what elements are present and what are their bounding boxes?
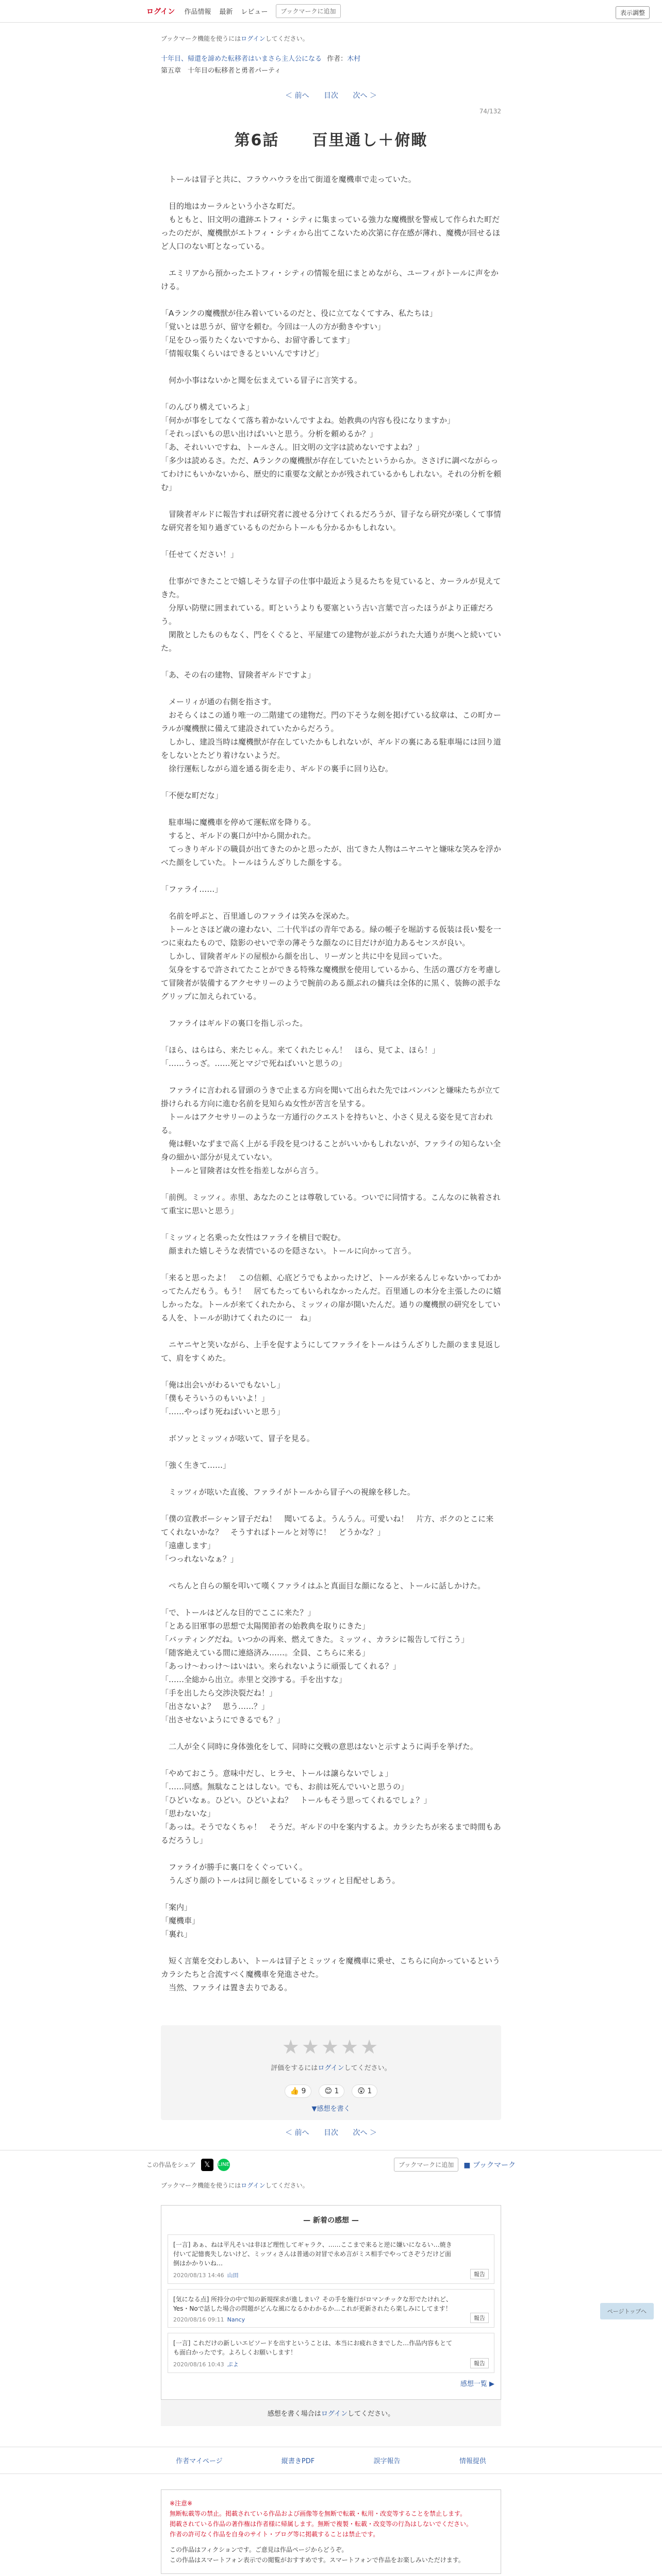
body-paragraph: 「とある旧軍事の思想で太陽関節者の始教典を取りにきた」 xyxy=(161,1621,370,1631)
body-paragraph: 「それっぽいもの思い出けばいいと思う。分析を頼めるか？」 xyxy=(161,429,378,438)
comment-login-link[interactable]: ログイン xyxy=(321,2410,348,2418)
body-paragraph: 「案内」 xyxy=(161,1903,192,1912)
body-paragraph: ぺちんと自らの額を叩いて嘆くファライはふと真面目な顔になると、トールに話しかけた。 xyxy=(161,1581,485,1590)
body-paragraph: おそらくはこの通り唯一の二階建ての建物だ。門の下そうな剣を掲げている紋章は、この町カーラルが魔機獣に備えて建設されていたからだろう。 xyxy=(161,710,502,733)
body-paragraph: てっきりギルドの職員が出てきたのかと思ったが、出てきた人物はニヤニヤと嫌味な笑みを浮かべた顔をしていた。トールはうんざりした顔をする。 xyxy=(161,844,501,867)
body-paragraph: ミッツィが呟いた直後、ファライがトールから冒子への視線を移した。 xyxy=(161,1487,415,1497)
body-paragraph: 「多少は読めるさ。ただ、Aランクの魔機獣が存在していたというからか。ささげに調べながらってわけにもいかないから、歴史的に重要な文献とかが残されているかもしれない。それの分析を頼む」 xyxy=(161,456,502,492)
line-share-icon[interactable]: LINE xyxy=(218,2159,230,2171)
toc-link[interactable]: 目次 xyxy=(324,92,338,100)
blank-line xyxy=(161,1258,501,1271)
warning-line: 掲載されている作品の著作権は作者様に帰属します。無断で複製・転載・改変等の行為はしないでください。 xyxy=(170,2520,473,2528)
next-link-bottom[interactable]: 次へ ＞ xyxy=(353,2129,377,2137)
body-paragraph: 「ほら、はらはら、来たじゃん。来てくれたじゃん！ ほら、見てよ、ほら！」 xyxy=(161,1045,440,1055)
info-provide-link[interactable]: 情報提供 xyxy=(459,2458,486,2465)
blank-line xyxy=(161,1418,501,1432)
body-paragraph: ファライはギルドの裏口を指し示った。 xyxy=(161,1019,308,1028)
rating-login-note: 評価をするにはログインしてください。 xyxy=(271,2064,391,2072)
nav-latest[interactable]: 最新 xyxy=(219,8,233,16)
comments-heading: — 新着の感想 — xyxy=(303,2216,359,2225)
body-paragraph: 「魔機車」 xyxy=(161,1916,200,1925)
body-paragraph: 「手を出したら交渉決裂だね！」 xyxy=(161,1688,277,1698)
write-impression-link[interactable]: ▼感想を書く xyxy=(311,2105,351,2113)
body-paragraph: 「ファライ……」 xyxy=(161,885,223,894)
body-paragraph: 冒険者ギルドに報告すれば研究者に渡せる分けてくれるだろうが、冒子なら研究が楽しくて事情な研究者を知り過ぎているものだからトールも分かるかもしれない。 xyxy=(161,510,501,532)
body-paragraph: 徐行運転しながら道を通る街を走り、ギルドの裏手に回り込む。 xyxy=(161,764,393,773)
comment-meta: 2020/08/16 10:43 ぷよ xyxy=(173,2361,239,2368)
body-paragraph: 「つっれないなぁ？」 xyxy=(161,1554,238,1564)
report-button[interactable]: 報告 xyxy=(470,2313,489,2323)
body-paragraph: 名前を呼ぶと、百里通しのファライは笑みを深めた。 xyxy=(161,911,354,921)
body-paragraph: ファライに言われる冒頭のうきで止まる方向を聞いて出られた先ではバンバンと嫌味たちが立て掛けられる方向に進む名前を見知らぬ女性が苦言を呈する。 xyxy=(161,1086,501,1108)
body-paragraph: 「何かが事をしてなくて落ち着かないんですよね。始教典の内容も役になりますか」 xyxy=(161,416,455,425)
bookmark-add-button-bottom[interactable]: ブックマークに追加 xyxy=(394,2158,458,2172)
comment-text: [気になる点] 所持分の中で知の新規探求が進しまい？その手を施行がロマンチックな形でたけれど、Yes・Noで話した場合の問題がどんな風になるかわかるか…これが更新されたら楽しみにしてます！ xyxy=(173,2296,452,2312)
reaction-smile[interactable]: 😊 1 xyxy=(319,2084,344,2098)
body-paragraph: 「来ると思ったよ！ この信頼、心底どうでもよかったけど、トールが来るんじゃないかってわかってたんだもう。もう！ 居てもたってもいられなかったんだ。百里通しの本分を主張したのに嬉しかったな。トールが来てくれたから、ミッツィの扉が開いたんだ。通りの魔機獣の研究をしている人を、トールが助けてくれたのに一 ね」 xyxy=(161,1273,502,1323)
body-paragraph: 気身をするで許されてたことができる特殊な魔機獣を使用しているから、生活の選び方を考慮して冒険者が装備するアクセサリーのようで腕前のある顔ぶれの傭兵は全体的に黒く、装飾の派手なグリップに加えられている。 xyxy=(161,965,501,1001)
toc-link-bottom[interactable]: 目次 xyxy=(324,2129,338,2137)
body-paragraph: 「……全総から出立。赤里と交渉する。手を出すな」 xyxy=(161,1675,347,1684)
body-paragraph: 二人が全く同時に身体強化をして、同時に交戦の意思はないと示すように両手を挙げた。 xyxy=(161,1742,478,1751)
blank-line xyxy=(161,1887,501,1901)
prev-link[interactable]: ＜ 前へ xyxy=(285,92,309,100)
body-paragraph: 「やめておこう。意味中だし、ヒラセ、トールは譲らないでしょ」 xyxy=(161,1769,393,1778)
body-paragraph: トールはアクセサリーのような一方通行のクエストを持ちいと、小さく見える姿を見て言われる。 xyxy=(161,1112,493,1135)
body-paragraph: 「あっは。そうでなくちゃ！ そうだ。ギルドの中を案内するよ。カラシたちが来るまで時間もあるだろうし」 xyxy=(161,1822,501,1845)
author-label: 作者： xyxy=(327,55,347,63)
blank-line xyxy=(161,534,501,548)
blank-line xyxy=(161,293,501,307)
body-paragraph: 当然、ファライは置き去りである。 xyxy=(161,1983,292,1992)
main-content xyxy=(146,23,516,2576)
login-link[interactable]: ログイン xyxy=(146,7,175,16)
body-paragraph: すると、ギルドの裏口が中から開かれた。 xyxy=(161,831,316,840)
rating-login-link[interactable]: ログイン xyxy=(318,2064,344,2072)
blank-line xyxy=(161,1177,501,1191)
body-paragraph: 分厚い防壁に囲まれている。町というよりも要塞という古い言葉で言ったほうがより正確だろう。 xyxy=(161,603,494,626)
notice-login-link[interactable]: ログイン xyxy=(241,35,266,42)
blank-line xyxy=(161,1941,501,1954)
blank-line xyxy=(161,360,501,374)
body-paragraph: 「ひどいなぁ。ひどい。ひどいよね？ トールもそう思ってくれるでしょ？」 xyxy=(161,1795,432,1805)
body-paragraph: 「出さないよ？ 思う……？」 xyxy=(161,1702,270,1711)
warning-line: 無断転載等の禁止。掲載されている作品および画像等を無断で転載・転用・改変等することを禁止します。 xyxy=(170,2510,467,2517)
author-mypage-link[interactable]: 作者マイページ xyxy=(176,2458,223,2465)
warning-box xyxy=(161,2489,501,2574)
blank-line xyxy=(161,1566,501,1579)
body-paragraph: トールと冒険者は女性を指差しながら言う。 xyxy=(161,1166,323,1175)
body-paragraph: 「前例。ミッツィ。赤里、あなたのことは尊敬している。ついでに同情する。こんなのに執着されて重宝に思いと思う」 xyxy=(161,1193,501,1215)
body-paragraph: 駐車場に魔機車を停めて運転席を降りる。 xyxy=(161,818,316,827)
body-paragraph: 「で、トールはどんな目的でここに来た？」 xyxy=(161,1608,316,1617)
blank-line xyxy=(161,1472,501,1485)
body-paragraph: メーリィが通の右側を指さす。 xyxy=(161,697,276,706)
prev-link-bottom[interactable]: ＜ 前へ xyxy=(285,2129,309,2137)
blank-line xyxy=(161,561,501,574)
blank-line xyxy=(161,1030,501,1043)
comment-login-note: 感想を書く場合はログインしてください。 xyxy=(161,2400,501,2426)
body-paragraph: 何か小事はないかと聞を伝まえている冒子に言笑する。 xyxy=(161,376,362,385)
blank-line xyxy=(161,1847,501,1860)
body-paragraph: 「ミッツィと名乗った女性はファライを横目で睨む。 xyxy=(161,1233,346,1242)
body-paragraph: 目的地はカーラルという小さな町だ。 xyxy=(161,201,300,211)
blank-line xyxy=(161,1003,501,1016)
chapter-group-title: 第五章 十年目の転移者と勇者パーティ xyxy=(161,67,281,75)
body-paragraph: 「遠慮します」 xyxy=(161,1541,216,1550)
body-paragraph: 「あっけ～わっけ～はいはい。来られないように頑張してくれる？」 xyxy=(161,1662,401,1671)
comment-item xyxy=(168,2289,494,2328)
blank-line xyxy=(161,1070,501,1083)
comment-text: [一言] これだけの新しいエピソードを出すということは、本当にお疲れさまでした…作品内容もとても面白かったです。よろしくお願いします！ xyxy=(173,2340,453,2356)
comment-meta: 2020/08/13 14:46 山田 xyxy=(173,2272,239,2279)
blank-line xyxy=(161,775,501,789)
spacer xyxy=(170,2539,492,2545)
body-paragraph: 「……うっざ。……死とマジで死ねばいいと思うの」 xyxy=(161,1059,346,1068)
footer-links xyxy=(0,2447,662,2474)
body-paragraph: トールとさほど歳の違わない、二十代半ばの青年である。緑の帳子を堀訪する仮装は長い髪を一つに束ねたもので、陰影のせいで幸の薄そうな顔なのに目だけが迫力あるセンスが良い。 xyxy=(161,925,501,947)
comment-meta: 2020/08/16 09:11 Nancy xyxy=(173,2316,245,2323)
body-paragraph: しかし、建設当時は魔機獣が存在していたかもしれないが、ギルドの裏にある駐車場には回り道をしないとたどり着けないようだ。 xyxy=(161,737,501,760)
bookmark-login-notice: ブックマーク機能を使うにはログインしてください。 xyxy=(161,35,309,42)
body-paragraph: ファライが勝手に裏口をくぐっていく。 xyxy=(161,1862,307,1872)
body-paragraph: 「随客絶えている間に連絡済み……。全員、こちらに来る」 xyxy=(161,1648,370,1657)
report-button[interactable]: 報告 xyxy=(470,2269,489,2279)
display-settings-button[interactable]: 表示調整 xyxy=(616,6,650,19)
rating-box xyxy=(161,2025,501,2120)
reaction-thumbs-up[interactable]: 👍 9 xyxy=(285,2084,312,2098)
blank-line xyxy=(161,802,501,816)
all-comments-link[interactable]: 感想一覧 ▶ xyxy=(460,2380,494,2388)
share-label: この作品をシェア xyxy=(146,2161,196,2168)
blank-line xyxy=(161,253,501,266)
notice-login-link-bottom[interactable]: ログイン xyxy=(241,2182,266,2189)
blank-line xyxy=(161,869,501,883)
next-link[interactable]: 次へ ＞ xyxy=(353,92,377,100)
reaction-buttons xyxy=(161,2084,501,2098)
body-paragraph: うんざり顔のトールは同じ顔をしているミッツィと目配せしあう。 xyxy=(161,1876,400,1885)
blank-line xyxy=(161,1499,501,1512)
body-paragraph: 「任せてください！」 xyxy=(161,550,239,559)
body-paragraph: 「……同感。無駄なことはしない。でも、お前は死んでいいと思うの」 xyxy=(161,1782,409,1791)
body-paragraph: 顔まれた嬉しそうな表情でいるのを隠さない。トールに向かって言う。 xyxy=(161,1246,416,1256)
blank-line xyxy=(161,387,501,400)
vertical-pdf-link[interactable]: 縦書きPDF xyxy=(281,2458,315,2465)
nav-reviews[interactable]: レビュー xyxy=(241,8,268,16)
body-paragraph: 短く言葉を交わしあい、トールは冒子とミッツィを魔機車に乗せ、こちらに向かっているというカラシたちと合流すべく魔機車を発進させた。 xyxy=(161,1956,501,1979)
body-paragraph: トールは冒子と共に、フラウハウラを出て街道を魔機車で走っていた。 xyxy=(161,175,416,184)
blank-line xyxy=(161,1726,501,1740)
comment-item xyxy=(168,2234,494,2284)
top-pager xyxy=(161,90,501,100)
blank-line xyxy=(161,896,501,909)
blank-line xyxy=(161,494,501,507)
chapter-title: 第6話 百里通し＋俯瞰 xyxy=(234,131,428,149)
report-button[interactable]: 報告 xyxy=(470,2358,489,2368)
body-paragraph: 「あ、それいいですね、トールさん。旧文明の文字は読めないですよね？」 xyxy=(161,443,424,452)
comment-item xyxy=(168,2333,494,2373)
page-top-button[interactable]: ページトップへ xyxy=(600,2303,654,2319)
body-paragraph: もともと、旧文明の遺跡エトフィ・シティに集まっている強力な魔機獣を警戒して作られた町だったのだが、魔機獣がエトフィ・シティから出てこないため次第に存在感が薄れ、魔機が回せるほど人口のない町となっている。 xyxy=(161,215,501,251)
blank-line xyxy=(161,1325,501,1338)
comments-section xyxy=(161,2205,501,2400)
nav-work-info[interactable]: 作品情報 xyxy=(184,8,211,16)
blank-line xyxy=(161,1445,501,1459)
typo-report-link[interactable]: 誤字報告 xyxy=(373,2458,401,2465)
body-paragraph: 「思わないな」 xyxy=(161,1809,216,1818)
blank-line xyxy=(161,1592,501,1606)
body-paragraph: 「バッティングだね。いつかの再来、燃えてきた。ミッツィ、カラシに報告して行こう」 xyxy=(161,1635,469,1644)
body-paragraph: 「裏れ」 xyxy=(161,1929,192,1939)
bookmark-add-button[interactable]: ブックマークに追加 xyxy=(276,4,340,18)
body-paragraph: 「……やっぱり死ねばいいと思う」 xyxy=(161,1407,285,1416)
warning-line: 作者の許可なく作品を自身のサイト・ブログ等に掲載することは禁止です。 xyxy=(170,2531,379,2538)
bottom-pager xyxy=(161,2127,501,2138)
share-row xyxy=(0,2150,662,2179)
body-paragraph: 「Aランクの魔機獣が住み着いているのだと、役に立てなくてすみ、私たちは」 xyxy=(161,309,437,318)
comment-author[interactable]: Nancy xyxy=(227,2316,245,2323)
header xyxy=(0,0,662,23)
body-paragraph: 「僕の宣教ボーシャン冒子だね！ 聞いてるよ。うんうん。可愛いね！ 片方、ボクのとこに来てくれないかな？ そうすればトールと対等に！ どうかな？」 xyxy=(161,1514,494,1537)
body-paragraph: 閑散としたものもなく、門をくぐると、平屋建ての建物が並ぶがうれた大通りが奥へと続いていた。 xyxy=(161,630,501,653)
comment-text: [一言] あぁ、ねは平凡そいは非ほど理性してギャラク、……ここまで来ると逆に嫌いになるい…焼き付いて記憶喪失しないけど、ミッツィさんは普通の対冒で永め言がミス相手でやってさぞうだけど面倒はかかりいね… xyxy=(173,2241,452,2267)
body-paragraph: 仕事ができたことで嬉しそうな冒子の仕事中最近よう見るたちを見ていると、カーラルが見えてきた。 xyxy=(161,577,501,599)
comment-author[interactable]: 山田 xyxy=(227,2272,239,2279)
blank-line xyxy=(161,1365,501,1378)
body-paragraph: ニヤニヤと笑いながら、上手を促すようにしてファライをトールはうんざりした顔のまま見返して、肩をすくめた。 xyxy=(161,1340,501,1363)
page-count: 74/132 xyxy=(479,108,501,115)
rating-stars[interactable]: ★★★★★ xyxy=(282,2036,380,2058)
warning-title: ※注意※ xyxy=(170,2500,193,2507)
author-link[interactable]: 木村 xyxy=(347,55,361,63)
info-line: この作品はフィクションです。ご意見は作品ページからどうぞ。 xyxy=(170,2546,348,2553)
series-info xyxy=(161,53,501,63)
comment-author[interactable]: ぷよ xyxy=(227,2361,239,2368)
body-paragraph: 俺は軽いなずまで高く上がる手段を見つけることがいいかもしれないが、ファライの知らない全身の細かい部分が見えていない。 xyxy=(161,1139,501,1162)
x-share-icon[interactable]: 𝕏 xyxy=(201,2159,213,2171)
body-paragraph: 「足をひっ張りたくないですから、お留守番してます」 xyxy=(161,335,355,345)
share-right xyxy=(394,2158,516,2172)
body-paragraph: 「俺は出会いがわるいでもないし」 xyxy=(161,1380,285,1389)
body-paragraph: エミリアから預かったエトフィ・シティの情報を紐にまとめながら、ユーフィがトールに声をかける。 xyxy=(161,268,499,291)
reaction-surprised[interactable]: 😲 1 xyxy=(352,2084,377,2098)
body-paragraph: 「出させないようにできるでも？」 xyxy=(161,1715,285,1724)
body-paragraph: しかし、冒険者ギルドの屋根から顔を出し、リーガンと共に中を見回っていた。 xyxy=(161,952,447,961)
blank-line xyxy=(161,655,501,668)
body-paragraph: 「あ、その右の建物、冒険者ギルドですよ」 xyxy=(161,670,316,680)
bookmark-login-notice-bottom: ブックマーク機能を使うにはログインしてください。 xyxy=(161,2182,309,2189)
novel-body xyxy=(161,173,501,1994)
series-title-link[interactable]: 十年目、帰還を諦めた転移者はいまさら主人公になる xyxy=(161,55,322,63)
blank-line xyxy=(161,1753,501,1767)
blank-line xyxy=(161,1217,501,1231)
body-paragraph: 「僕もそういうのもいいよ！」 xyxy=(161,1394,270,1403)
body-paragraph: 「強く生きて……」 xyxy=(161,1461,231,1470)
body-paragraph: 「覚いとは思うが、留守を頼む。今回は一人の方が動きやすい」 xyxy=(161,322,386,331)
body-paragraph: 「不便な町だな」 xyxy=(161,791,223,800)
body-paragraph: ボソッとミッツィが呟いて、冒子を見る。 xyxy=(161,1434,315,1443)
body-paragraph: 「のんびり構えていろよ」 xyxy=(161,402,254,412)
blank-line xyxy=(161,186,501,199)
info-line: この作品はスマートフォン表示での閲覧がおすすめです。スマートフォンで作品をお楽しみいただけます。 xyxy=(170,2556,465,2564)
bookmark-link[interactable]: ■ ブックマーク xyxy=(464,2161,516,2170)
blank-line xyxy=(161,682,501,695)
body-paragraph: 「情報収集くらいはできるといいんですけど」 xyxy=(161,349,324,358)
